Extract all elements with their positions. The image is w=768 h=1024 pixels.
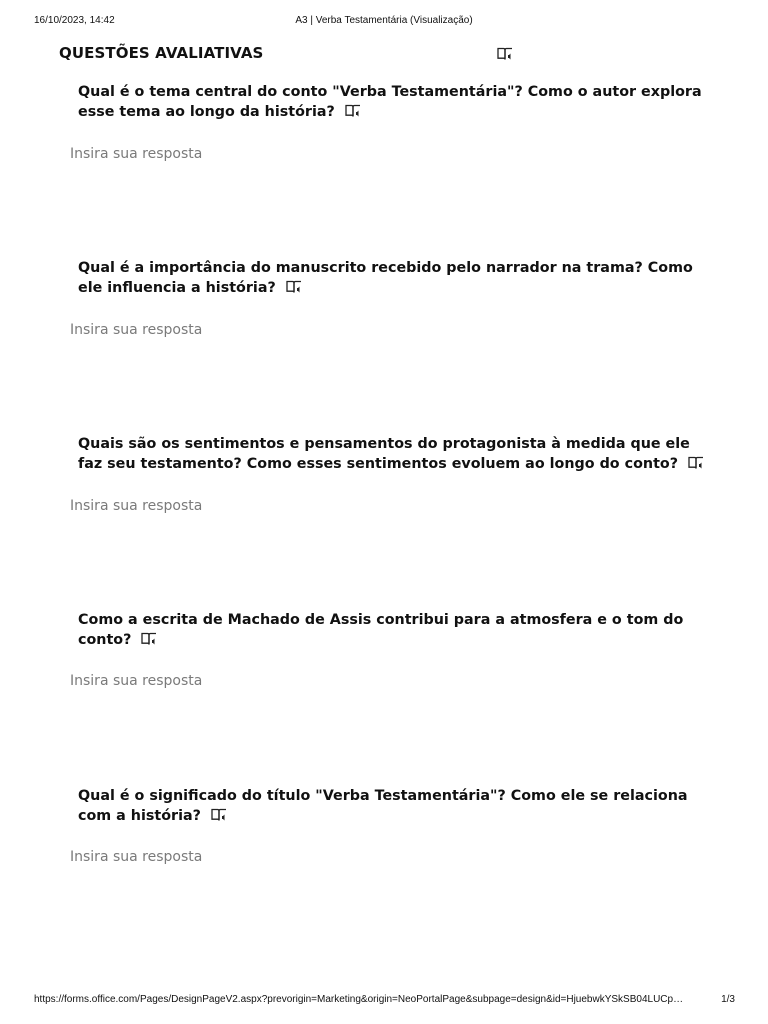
answer-input[interactable] [70, 319, 690, 341]
section-title: QUESTÕES AVALIATIVAS [59, 44, 264, 62]
print-datetime: 16/10/2023, 14:42 [34, 15, 115, 26]
immersive-reader-button[interactable] [497, 46, 513, 64]
question-reader-button[interactable] [141, 631, 157, 648]
print-document-title: A3 | Verba Testamentária (Visualização) [295, 15, 473, 26]
question-reader-button[interactable] [286, 279, 302, 296]
answer-input[interactable] [70, 495, 690, 517]
question-text: Quais são os sentimentos e pensamentos do protagonista à medida que ele faz seu testamento? Como esses sentimentos evoluem ao longo do conto? [78, 436, 690, 472]
question-text: Qual é a importância do manuscrito recebido pelo narrador na trama? Como ele influencia a história? [78, 260, 693, 296]
print-page-number: 1/3 [721, 994, 735, 1005]
question-2 [78, 258, 708, 298]
question-1 [78, 82, 708, 122]
immersive-reader-icon [497, 47, 513, 61]
question-4 [78, 610, 708, 650]
question-reader-button[interactable] [345, 103, 361, 120]
answer-input[interactable] [70, 846, 690, 868]
question-text: Qual é o significado do título "Verba Testamentária"? Como ele se relaciona com a história? [78, 788, 688, 824]
question-reader-button[interactable] [211, 807, 227, 824]
question-3 [78, 434, 708, 474]
immersive-reader-icon [286, 280, 302, 294]
question-text: Como a escrita de Machado de Assis contribui para a atmosfera e o tom do conto? [78, 612, 684, 648]
question-5 [78, 786, 708, 826]
print-url: https://forms.office.com/Pages/DesignPageV2.aspx?prevorigin=Marketing&origin=NeoPortalPage&subpage=design&id=HjuebwkYSkSB04LUCp… [34, 994, 684, 1005]
immersive-reader-icon [211, 808, 227, 822]
question-text: Qual é o tema central do conto "Verba Testamentária"? Como o autor explora esse tema ao longo da história? [78, 84, 702, 120]
print-header [0, 15, 768, 29]
immersive-reader-icon [345, 104, 361, 118]
immersive-reader-icon [688, 456, 704, 470]
answer-input[interactable] [70, 670, 690, 692]
immersive-reader-icon [141, 632, 157, 646]
answer-input[interactable] [70, 143, 690, 165]
print-footer [0, 994, 768, 1008]
question-reader-button[interactable] [688, 455, 704, 472]
